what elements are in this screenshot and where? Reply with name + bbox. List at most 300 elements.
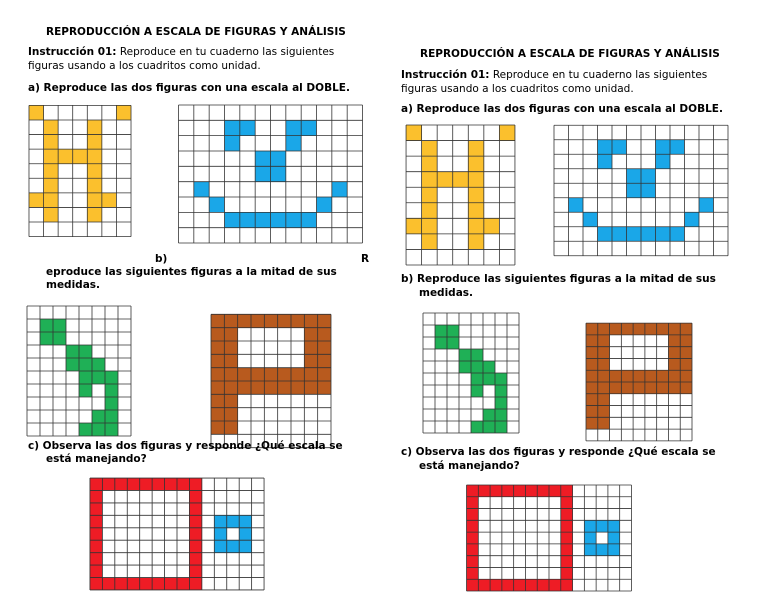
filled-cell: [87, 120, 102, 135]
red-square-cell: [90, 503, 102, 515]
red-square-cell: [140, 478, 152, 490]
blue-square-cell: [584, 520, 596, 532]
filled-cell: [657, 323, 669, 335]
filled-cell: [586, 417, 598, 429]
filled-cell: [471, 421, 483, 433]
red-square-cell: [189, 528, 201, 540]
filled-cell: [301, 212, 316, 227]
filled-cell: [495, 373, 507, 385]
red-square-cell: [561, 485, 573, 497]
filled-cell: [209, 197, 224, 212]
filled-cell: [586, 358, 598, 370]
filled-cell: [224, 314, 237, 327]
filled-cell: [211, 368, 224, 381]
filled-cell: [278, 314, 291, 327]
red-square-cell: [467, 579, 479, 591]
filled-cell: [471, 385, 483, 397]
left-instruction: [28, 46, 334, 58]
filled-cell: [468, 234, 484, 250]
filled-cell: [499, 125, 515, 141]
filled-cell: [668, 358, 680, 370]
filled-cell: [224, 381, 237, 394]
filled-cell: [633, 382, 645, 394]
filled-cell: [291, 314, 304, 327]
red-square-cell: [90, 565, 102, 577]
filled-cell: [598, 227, 613, 242]
filled-cell: [224, 368, 237, 381]
filled-cell: [224, 394, 237, 407]
filled-cell: [79, 384, 92, 397]
filled-cell: [255, 166, 270, 181]
right-scale-grid: [459, 484, 639, 592]
filled-cell: [598, 335, 610, 347]
filled-cell: [29, 105, 44, 120]
right-letter-h-grid: [405, 124, 516, 266]
filled-cell: [304, 328, 317, 341]
filled-cell: [656, 154, 671, 169]
red-square-cell: [189, 515, 201, 527]
filled-cell: [422, 234, 438, 250]
blue-square-cell: [596, 520, 608, 532]
filled-cell: [29, 193, 44, 208]
red-square-cell: [189, 565, 201, 577]
filled-cell: [318, 341, 331, 354]
filled-cell: [211, 354, 224, 367]
filled-cell: [332, 182, 347, 197]
filled-cell: [304, 314, 317, 327]
filled-cell: [633, 370, 645, 382]
filled-cell: [66, 345, 79, 358]
blue-square-cell: [239, 515, 251, 527]
red-square-cell: [90, 540, 102, 552]
left-letter-h-grid: [28, 104, 132, 238]
filled-cell: [224, 136, 239, 151]
filled-cell: [271, 212, 286, 227]
filled-cell: [224, 328, 237, 341]
red-square-cell: [467, 485, 479, 497]
filled-cell: [468, 218, 484, 234]
filled-cell: [211, 381, 224, 394]
left-item-b-line1: eproduce las siguientes figuras a la mitad de sus: [46, 266, 337, 278]
filled-cell: [641, 227, 656, 242]
filled-cell: [656, 140, 671, 155]
filled-cell: [468, 203, 484, 219]
filled-cell: [291, 368, 304, 381]
red-square-cell: [102, 478, 114, 490]
red-square-cell: [165, 578, 177, 590]
red-square-cell: [102, 578, 114, 590]
red-square-cell: [189, 540, 201, 552]
filled-cell: [621, 382, 633, 394]
left-item-c-line2: está manejando?: [46, 453, 147, 465]
red-square-cell: [189, 490, 201, 502]
red-square-cell: [467, 544, 479, 556]
filled-cell: [422, 172, 438, 188]
filled-cell: [318, 381, 331, 394]
filled-cell: [105, 371, 118, 384]
red-square-cell: [165, 478, 177, 490]
filled-cell: [645, 370, 657, 382]
filled-cell: [87, 193, 102, 208]
filled-cell: [670, 227, 685, 242]
blue-square-cell: [227, 515, 239, 527]
filled-cell: [44, 178, 59, 193]
filled-cell: [437, 172, 453, 188]
filled-cell: [73, 149, 88, 164]
red-square-cell: [152, 478, 164, 490]
red-square-cell: [90, 553, 102, 565]
red-square-cell: [490, 579, 502, 591]
filled-cell: [105, 410, 118, 423]
red-square-cell: [189, 553, 201, 565]
left-item-c-line1: c) Observa las dos figuras y responde ¿Qué escala se: [28, 440, 343, 452]
left-instruction-line2: figuras usando a los cuadritos como unidad.: [28, 60, 261, 72]
filled-cell: [627, 183, 642, 198]
filled-cell: [105, 423, 118, 436]
filled-cell: [495, 385, 507, 397]
filled-cell: [224, 120, 239, 135]
red-square-cell: [514, 485, 526, 497]
filled-cell: [495, 397, 507, 409]
filled-cell: [435, 337, 447, 349]
red-square-cell: [490, 485, 502, 497]
blue-square-cell: [239, 528, 251, 540]
filled-cell: [224, 212, 239, 227]
filled-cell: [583, 212, 598, 227]
filled-cell: [102, 193, 117, 208]
filled-cell: [44, 149, 59, 164]
filled-cell: [680, 347, 692, 359]
left-item-b-line2: medidas.: [46, 279, 101, 291]
filled-cell: [586, 382, 598, 394]
filled-cell: [435, 325, 447, 337]
filled-cell: [471, 349, 483, 361]
left-item-b-marker: b): [155, 253, 168, 265]
filled-cell: [680, 335, 692, 347]
red-square-cell: [115, 478, 127, 490]
red-square-cell: [537, 485, 549, 497]
blue-square-cell: [584, 544, 596, 556]
filled-cell: [278, 381, 291, 394]
filled-cell: [87, 149, 102, 164]
filled-cell: [459, 349, 471, 361]
red-square-cell: [467, 509, 479, 521]
filled-cell: [670, 140, 685, 155]
red-square-cell: [177, 478, 189, 490]
right-instruction-label: Instrucción 01:: [401, 69, 490, 81]
filled-cell: [87, 135, 102, 150]
red-square-cell: [561, 556, 573, 568]
red-square-cell: [467, 567, 479, 579]
filled-cell: [406, 218, 422, 234]
filled-cell: [238, 381, 251, 394]
blue-square-cell: [239, 540, 251, 552]
filled-cell: [264, 368, 277, 381]
filled-cell: [422, 141, 438, 157]
filled-cell: [318, 314, 331, 327]
filled-cell: [304, 341, 317, 354]
red-square-cell: [561, 497, 573, 509]
red-square-cell: [90, 578, 102, 590]
filled-cell: [44, 135, 59, 150]
red-square-cell: [561, 567, 573, 579]
filled-cell: [304, 354, 317, 367]
red-square-cell: [152, 578, 164, 590]
left-scale-grid: [84, 477, 270, 591]
filled-cell: [657, 370, 669, 382]
right-item-b-line1: b) Reproduce las siguientes figuras a la mitad de sus: [401, 273, 716, 285]
filled-cell: [87, 178, 102, 193]
filled-cell: [251, 314, 264, 327]
blue-square-cell: [596, 544, 608, 556]
red-square-cell: [189, 478, 201, 490]
right-item-c-line2: está manejando?: [419, 460, 520, 472]
right-title: REPRODUCCIÓN A ESCALA DE FIGURAS Y ANÁLISIS: [420, 48, 720, 60]
filled-cell: [610, 370, 622, 382]
filled-cell: [251, 381, 264, 394]
filled-cell: [304, 381, 317, 394]
red-square-cell: [561, 579, 573, 591]
filled-cell: [495, 409, 507, 421]
right-instruction: [401, 69, 707, 81]
filled-cell: [447, 325, 459, 337]
filled-cell: [211, 328, 224, 341]
filled-cell: [286, 136, 301, 151]
filled-cell: [58, 149, 73, 164]
filled-cell: [264, 314, 277, 327]
filled-cell: [641, 183, 656, 198]
filled-cell: [255, 151, 270, 166]
filled-cell: [598, 323, 610, 335]
red-square-cell: [502, 579, 514, 591]
left-instruction-line1: Reproduce en tu cuaderno las siguientes: [116, 46, 335, 58]
filled-cell: [598, 358, 610, 370]
filled-cell: [483, 361, 495, 373]
filled-cell: [598, 406, 610, 418]
filled-cell: [211, 314, 224, 327]
filled-cell: [240, 212, 255, 227]
filled-cell: [586, 335, 598, 347]
filled-cell: [79, 358, 92, 371]
filled-cell: [317, 197, 332, 212]
left-letter-p-grid: [210, 313, 332, 449]
filled-cell: [612, 140, 627, 155]
left-title: REPRODUCCIÓN A ESCALA DE FIGURAS Y ANÁLISIS: [46, 26, 346, 38]
filled-cell: [668, 370, 680, 382]
filled-cell: [40, 332, 53, 345]
filled-cell: [621, 370, 633, 382]
filled-cell: [483, 409, 495, 421]
red-square-cell: [514, 579, 526, 591]
red-square-cell: [561, 509, 573, 521]
filled-cell: [224, 408, 237, 421]
filled-cell: [668, 323, 680, 335]
filled-cell: [40, 319, 53, 332]
filled-cell: [422, 156, 438, 172]
filled-cell: [680, 382, 692, 394]
blue-square-cell: [214, 515, 226, 527]
red-square-cell: [90, 528, 102, 540]
filled-cell: [483, 373, 495, 385]
filled-cell: [291, 381, 304, 394]
red-square-cell: [549, 579, 561, 591]
filled-cell: [610, 382, 622, 394]
filled-cell: [92, 410, 105, 423]
blue-square-cell: [584, 532, 596, 544]
filled-cell: [598, 417, 610, 429]
filled-cell: [224, 354, 237, 367]
filled-cell: [224, 341, 237, 354]
filled-cell: [459, 361, 471, 373]
filled-cell: [318, 368, 331, 381]
red-square-cell: [189, 578, 201, 590]
filled-cell: [240, 120, 255, 135]
filled-cell: [468, 187, 484, 203]
filled-cell: [79, 345, 92, 358]
red-square-cell: [549, 485, 561, 497]
left-instruction-label: Instrucción 01:: [28, 46, 117, 58]
filled-cell: [422, 203, 438, 219]
filled-cell: [271, 151, 286, 166]
filled-cell: [194, 182, 209, 197]
filled-cell: [627, 227, 642, 242]
filled-cell: [471, 361, 483, 373]
filled-cell: [92, 371, 105, 384]
filled-cell: [680, 370, 692, 382]
filled-cell: [657, 382, 669, 394]
left-smiley-grid: [177, 104, 364, 244]
red-square-cell: [478, 485, 490, 497]
filled-cell: [264, 381, 277, 394]
red-square-cell: [525, 485, 537, 497]
filled-cell: [586, 347, 598, 359]
red-square-cell: [90, 515, 102, 527]
left-item-b-r: R: [361, 253, 370, 265]
filled-cell: [598, 154, 613, 169]
filled-cell: [422, 187, 438, 203]
red-square-cell: [467, 532, 479, 544]
red-square-cell: [140, 578, 152, 590]
red-square-cell: [115, 578, 127, 590]
red-square-cell: [561, 520, 573, 532]
filled-cell: [680, 323, 692, 335]
filled-cell: [598, 394, 610, 406]
filled-cell: [627, 169, 642, 184]
filled-cell: [699, 198, 714, 213]
filled-cell: [92, 358, 105, 371]
right-instruction-line1: Reproduce en tu cuaderno las siguientes: [489, 69, 708, 81]
right-item-a: a) Reproduce las dos figuras con una escala al DOBLE.: [401, 103, 723, 115]
red-square-cell: [467, 520, 479, 532]
filled-cell: [668, 382, 680, 394]
right-letter-p-grid: [585, 322, 693, 442]
red-square-cell: [502, 485, 514, 497]
right-snake-grid: [422, 312, 520, 434]
filled-cell: [238, 314, 251, 327]
filled-cell: [251, 368, 264, 381]
filled-cell: [680, 358, 692, 370]
filled-cell: [211, 421, 224, 434]
filled-cell: [44, 120, 59, 135]
filled-cell: [318, 354, 331, 367]
filled-cell: [495, 421, 507, 433]
filled-cell: [116, 105, 131, 120]
red-square-cell: [189, 503, 201, 515]
filled-cell: [318, 328, 331, 341]
filled-cell: [422, 218, 438, 234]
filled-cell: [586, 323, 598, 335]
filled-cell: [406, 125, 422, 141]
right-smiley-grid: [553, 124, 729, 257]
filled-cell: [668, 347, 680, 359]
filled-cell: [44, 164, 59, 179]
filled-cell: [53, 319, 66, 332]
filled-cell: [224, 421, 237, 434]
blue-square-cell: [214, 540, 226, 552]
filled-cell: [211, 408, 224, 421]
blue-square-cell: [608, 520, 620, 532]
blue-square-cell: [227, 540, 239, 552]
filled-cell: [66, 358, 79, 371]
right-item-c-line1: c) Observa las dos figuras y responde ¿Qué escala se: [401, 446, 716, 458]
left-item-a: a) Reproduce las dos figuras con una escala al DOBLE.: [28, 82, 350, 94]
filled-cell: [286, 212, 301, 227]
filled-cell: [255, 212, 270, 227]
filled-cell: [586, 370, 598, 382]
red-square-cell: [561, 544, 573, 556]
filled-cell: [105, 397, 118, 410]
filled-cell: [44, 193, 59, 208]
filled-cell: [633, 323, 645, 335]
red-square-cell: [561, 532, 573, 544]
red-square-cell: [537, 579, 549, 591]
filled-cell: [92, 423, 105, 436]
filled-cell: [286, 120, 301, 135]
filled-cell: [569, 198, 584, 213]
filled-cell: [87, 164, 102, 179]
filled-cell: [656, 227, 671, 242]
right-item-b-line2: medidas.: [419, 287, 474, 299]
filled-cell: [447, 337, 459, 349]
filled-cell: [484, 218, 500, 234]
filled-cell: [598, 347, 610, 359]
filled-cell: [79, 423, 92, 436]
filled-cell: [468, 156, 484, 172]
filled-cell: [44, 207, 59, 222]
filled-cell: [271, 166, 286, 181]
red-square-cell: [467, 556, 479, 568]
red-square-cell: [467, 497, 479, 509]
blue-square-cell: [608, 532, 620, 544]
blue-square-cell: [214, 528, 226, 540]
left-snake-grid: [26, 305, 132, 437]
filled-cell: [598, 370, 610, 382]
filled-cell: [211, 394, 224, 407]
filled-cell: [53, 332, 66, 345]
filled-cell: [598, 140, 613, 155]
red-square-cell: [177, 578, 189, 590]
filled-cell: [301, 120, 316, 135]
red-square-cell: [127, 478, 139, 490]
filled-cell: [668, 335, 680, 347]
red-square-cell: [90, 478, 102, 490]
red-square-cell: [525, 579, 537, 591]
filled-cell: [79, 371, 92, 384]
filled-cell: [645, 382, 657, 394]
filled-cell: [612, 227, 627, 242]
filled-cell: [586, 406, 598, 418]
filled-cell: [278, 368, 291, 381]
